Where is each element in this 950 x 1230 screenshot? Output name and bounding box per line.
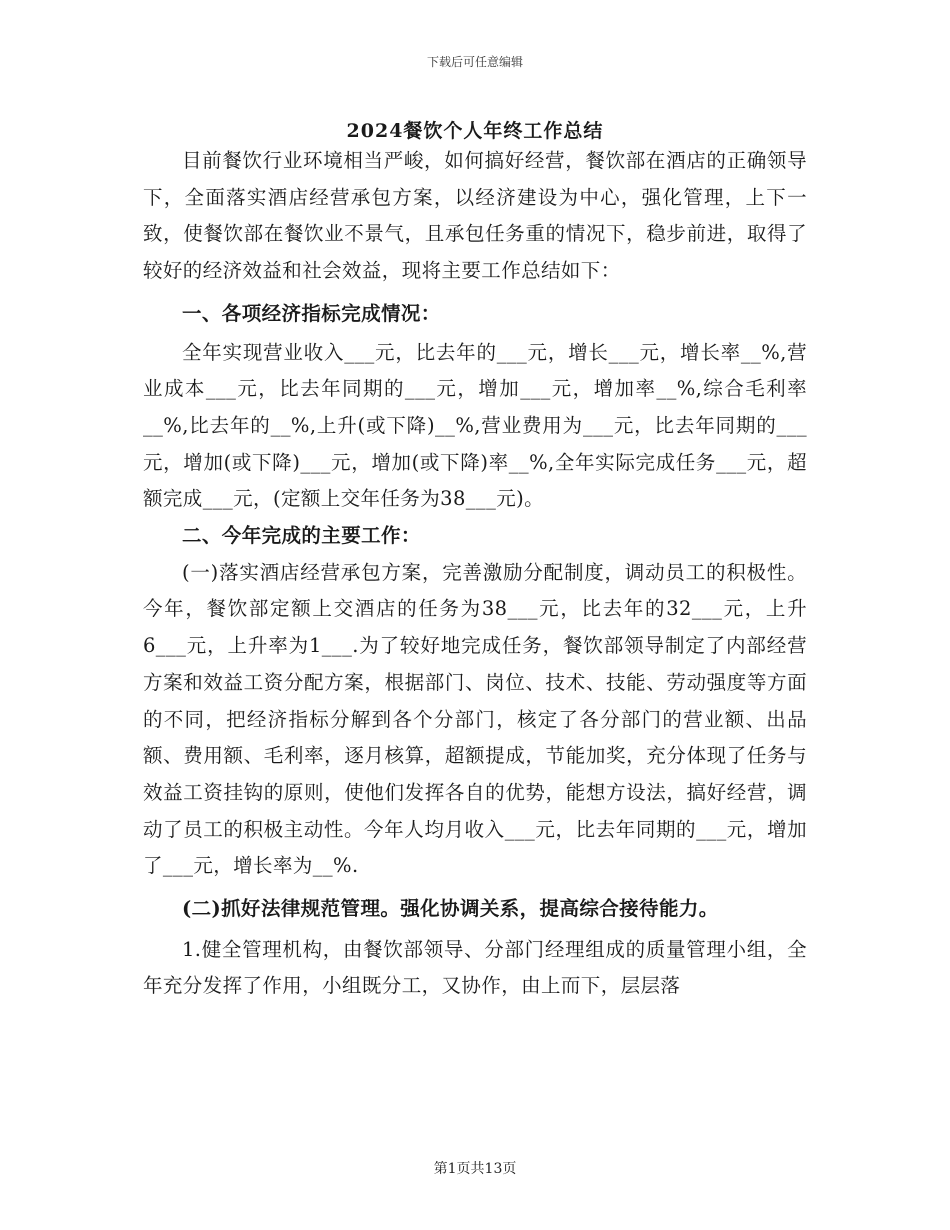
section-heading-1: 一、各项经济指标完成情况：: [182, 301, 441, 325]
economic-indicators-paragraph: 全年实现营业收入___元，比去年的___元，增长___元，增长率__%,营业成本___元，比去年同期的___元，增加___元，增加率__%,综合毛利率__%,比去年的__%,上升(或下降)__%,营业费用为___元，比去年同期的___元，增加(或下降)___元，增加(或下降)率__%,全年实际完成任务___元，超额完成___元，(定额上交年任务为38___元)。: [143, 340, 807, 511]
work-item-2-heading: (二)抓好法律规范管理。强化协调关系，提高综合接待能力。: [182, 897, 719, 921]
header-note: 下载后可任意编辑: [426, 55, 523, 69]
work-item-2-1-paragraph: 1.健全管理机构，由餐饮部领导、分部门经理组成的质量管理小组，全年充分发挥了作用，小组既分工，又协作，由上而下，层层落: [143, 937, 807, 998]
page-number: 第1页共13页: [433, 1161, 517, 1177]
work-item-1-paragraph: (一)落实酒店经营承包方案，完善激励分配制度，调动员工的积极性。今年，餐饮部定额上交酒店的任务为38___元，比去年的32___元，上升6___元，上升率为1___.为了较好地完成任务，餐饮部领导制定了内部经营方案和效益工资分配方案，根据部门、岗位、技术、技能、劳动强度等方面的不同，把经济指标分解到各个分部门，核定了各分部门的营业额、出品额、费用额、毛利率，逐月核算，超额提成，节能加奖，充分体现了任务与效益工资挂钩的原则，使他们发挥各自的优势，能想方设法，搞好经营，调动了员工的积极主动性。今年人均月收入___元，比去年同期的___元，增加了___元，增长率为__%.: [143, 560, 807, 878]
section-heading-2: 二、今年完成的主要工作：: [182, 524, 421, 548]
document-body: [143, 143, 807, 1005]
intro-paragraph: 目前餐饮行业环境相当严峻，如何搞好经营，餐饮部在酒店的正确领导下，全面落实酒店经营承包方案，以经济建设为中心，强化管理，上下一致，使餐饮部在餐饮业不景气，且承包任务重的情况下，稳步前进，取得了较好的经济效益和社会效益，现将主要工作总结如下：: [143, 149, 807, 283]
document-title: 2024餐饮个人年终工作总结: [346, 120, 604, 142]
